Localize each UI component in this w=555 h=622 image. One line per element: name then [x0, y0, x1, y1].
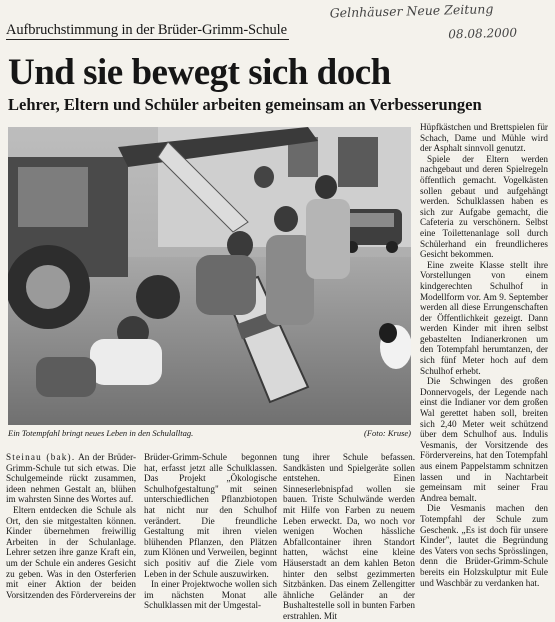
- article-photo: [8, 127, 411, 425]
- article-column-3: [283, 452, 415, 622]
- article-headline: Und sie bewegt sich doch: [8, 52, 391, 93]
- paragraph: Brüder-Grimm-Schule begonnen hat, erfasst jetzt alle Schulklassen. Das Projekt „Ökologische Schulhofgestaltung" mit seinen unterschiedlichen Pflanzbiotopen hat nicht nur den Schulhof verändert. Die freundliche Gestaltung mit ihren vielen blühenden Pflanzen, den Plätzen zum Klönen und Verweilen, beginnt sich positiv auf die Ziele vom Leben in der Schule auszuwirken.: [144, 452, 277, 579]
- paragraph: In einer Projektwoche wollen sich im nächsten Monat alle Schulklassen mit der Umgestal-: [144, 579, 277, 611]
- article-column-2: [144, 452, 277, 611]
- paragraph: Die Vesmanis machen den Totempfahl der Schule zum Geschenk. „Es ist doch für unsere Kinder", lautet die Begründung des Vaters von sechs Sprösslingen, denn die Brüder-Grimm-Schule bereits ein Holzskulptur mit Eule und Waschbär zu verdanken hat.: [420, 503, 548, 588]
- dateline: Steinau (bak).: [6, 452, 76, 462]
- paragraph: Eltern entdecken die Schule als Ort, den sie mitgestalten können. Kinder übernehmen freiwillig Arbeiten in der Schulanlage. Lehrer setzen ihre ganze Kraft ein, um der Schule ein anderes Gesicht zu geben. Was in den Osterferien mit einer Aktion der beiden Vorsitzenden des Fördervereins der: [6, 504, 136, 600]
- publication-name: Gelnhäuser Neue Zeitung: [329, 1, 494, 21]
- paragraph-text: An der Brüder-Grimm-Schule tut sich etwas. Die Schulgemeinde rückt zusammen, ideen nehmen Gestalt an, blühen im wahrsten Sinne des Wortes auf.: [6, 452, 137, 505]
- paragraph: Hüpfkästchen und Brettspielen für Schach, Dame und Mühle wird der Asphalt sinnvoll genutzt.: [420, 122, 548, 154]
- paragraph: Spiele der Eltern werden nachgebaut und deren Spielregeln öffentlich gemacht. Vogelkästen sollen gebaut und aufgehängt werden. Schulklassen haben es sich zur Aufgabe gemacht, die Cafeteria zu verschönern. Selbst eine Toilettenanlage soll durch Schülerhand ein freundlicheres Gesicht bekommen.: [420, 153, 548, 260]
- caption-text: Ein Totempfahl bringt neues Leben in den Schulalltag.: [8, 428, 194, 438]
- paragraph: Eine zweite Klasse stellt ihre Vorstellungen von einem kindgerechten Schulhof in Modellform vor. Am 9. September werden all diese Errungenschaften der Öffentlichkeit gezeigt. Dann werden Kinder mit ihren selbst gebastelten Indianerkronen um den Totempfahl herumtanzen, der sich fünf Meter hoch auf dem Schulhof erhebt.: [420, 259, 548, 376]
- article-kicker: Aufbruchstimmung in der Brüder-Grimm-Schule: [6, 22, 287, 38]
- article-subheadline: Lehrer, Eltern und Schüler arbeiten gemeinsam an Verbesserungen: [8, 95, 482, 114]
- photo-caption: [8, 428, 411, 439]
- paragraph: [6, 452, 136, 505]
- photo-scene: [8, 127, 411, 425]
- article-column-4: [420, 122, 548, 588]
- photo-credit: (Foto: Kruse): [364, 428, 411, 438]
- article-column-1: [6, 452, 136, 600]
- paragraph: tung ihrer Schule befassen. Sandkästen und Spielgeräte sollen entstehen. Einen Sinneserlebnispfad wollen sie bauen. Triste Schulwände werden mit Hilfe von Farben zu neuem Leben erweckt. Da, wo noch vor wenigen Wochen hässliche Abfallcontainer ihren Standort hatten, wächst eine kleine Häuserstadt an dem kahlen Beton hinter den selbst gezimmerten Sitzbänken. Das einem Zellengitter ähnliche Geländer an der Bushaltestelle soll in bunten Farben erstrahlen. Mit: [283, 452, 415, 621]
- publication-date: 08.08.2000: [448, 25, 518, 42]
- paragraph: Die Schwingen des großen Donnervogels, der Legende nach einst die Indianer vor dem großen Wal gerettet haben soll, breiten sich 2,40 Meter weit schützend über dem Schulhof aus. Indulis Vesmanis, der Vorsitzende des Fördervereins, hat den Totempfahl aus einem Pappelstamm schnitzen lassen und in Nachtarbeit gemeinsam mit seiner Frau Andrea bemalt.: [420, 376, 548, 503]
- handwritten-source-note: [330, 2, 518, 45]
